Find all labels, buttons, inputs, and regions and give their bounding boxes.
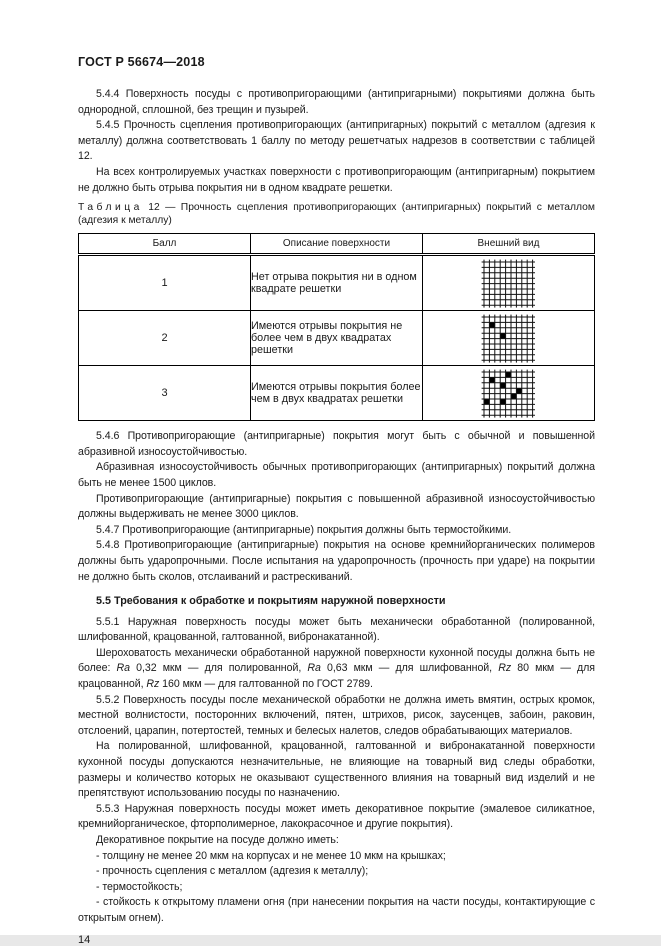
paragraph-5-4-5-note: На всех контролируемых участках поверхности с противопригорающим (антипригарным) покрытием не должно быть отрыва покрытия ни в одном квадрате решетки. (78, 165, 595, 194)
table-row (79, 311, 595, 366)
paragraph-5-5-2: 5.5.2 Поверхность посуды после механической обработки не должна иметь вмятин, острых кромок, местной волнистости, посторонних включений, пятен, штрихов, рисок, заусенцев, забоин, раковин, отслоений, царапин, потертостей, темных и белесых налетов, следов обрабатывающих материалов. (78, 693, 595, 737)
description-cell: Нет отрыва покрытия ни в одном квадрате решетки (251, 255, 423, 311)
score-cell: 2 (79, 311, 251, 366)
section-5-5-heading: 5.5 Требования к обработке и покрытиям наружной поверхности (96, 595, 446, 608)
table-12 (78, 233, 595, 421)
table-row (79, 366, 595, 421)
appearance-cell (423, 255, 595, 311)
paragraph-5-4-6: 5.4.6 Противопригорающие (антипригарные) покрытия могут быть с обычной и повышенной абразивной износоустойчивостью. (78, 430, 595, 458)
section-5-5-body (78, 615, 595, 927)
page-number: 14 (78, 933, 91, 946)
column-header-description: Описание поверхности (251, 234, 423, 255)
column-header-appearance: Внешний вид (423, 234, 595, 255)
appearance-cell (423, 366, 595, 421)
table-caption-text: — Прочность сцепления противопригорающих (антипригарных) покрытий с металлом (адгезия к металлу) (78, 202, 595, 227)
paragraph-abrasive-1500: Абразивная износоустойчивость обычных противопригорающих (антипригарных) покрытий должна быть не менее 1500 циклов. (78, 461, 595, 489)
list-item-thickness: - толщину не менее 20 мкм на корпусах и не менее 10 мкм на крышках; (96, 849, 446, 862)
paragraph-5-4-4: 5.4.4 Поверхность посуды с противопригорающими (антипригарными) покрытиями должна быть однородной, сплошной, без трещин и пузырей. (78, 88, 595, 116)
paragraph-abrasive-3000: Противопригорающие (антипригарные) покрытия с повышенной абразивной износоустойчивостью должны выдерживать не менее 3000 циклов. (78, 492, 595, 521)
column-header-score: Балл (79, 234, 251, 255)
paragraph-roughness: Шероховатость механически обработанной наружной поверхности кухонной посуды должна быть не более: Ra 0,32 мкм — для полированной, Ra 0,63 мкм — для шлифованной, Rz 80 мкм — для крацованной, Rz 160 мкм — для галтованной по ГОСТ 2789. (78, 646, 595, 691)
lattice-grid-image (423, 369, 594, 418)
paragraph-5-4-8: 5.4.8 Противопригорающие (антипригарные) покрытия на основе кремнийорганических полимеров должны быть ударопрочными. После испытания на ударопрочность (прочность при ударе) на покрытии не должно быть сколов, отслаиваний и растрескиваний. (78, 539, 595, 583)
appearance-cell (423, 311, 595, 366)
lattice-grid-image (423, 259, 594, 308)
description-cell: Имеются отрывы покрытия более чем в двух квадратах решетки (251, 366, 423, 421)
paragraph-decorative-intro: Декоративное покрытие на посуде должно иметь: (96, 834, 339, 846)
paragraph-5-5-1: 5.5.1 Наружная поверхность посуды может быть механически обработанной (полированной, шлифованной, крацованной, галтованной, вибронакатанной). (78, 615, 595, 644)
section-5-4-continuation (78, 429, 595, 585)
table-header-row (79, 234, 595, 255)
table-caption (78, 201, 595, 227)
paragraph-5-4-5: 5.4.5 Прочность сцепления противопригорающих (антипригарных) покрытий с металлом (адгезия к металлу) должна соответствовать 1 баллу по методу решетчатых надрезов в соответствии с таблицей 12. (78, 119, 595, 163)
description-cell: Имеются отрывы покрытия не более чем в двух квадратах решетки (251, 311, 423, 366)
page-content (78, 87, 595, 946)
table-caption-number: 12 (148, 202, 160, 214)
list-item-adhesion: - прочность сцепления с металлом (адгезия к металлу); (96, 865, 369, 878)
paragraph-5-5-3: 5.5.3 Наружная поверхность посуды может иметь декоративное покрытие (эмалевое силикатное, кремнийорганическое, фторполимерное, лакокрасочное и другие покрытия). (78, 802, 595, 831)
table-row (79, 255, 595, 311)
table-caption-word: Таблица (78, 202, 143, 214)
lattice-grid-image (423, 314, 594, 363)
score-cell: 1 (79, 255, 251, 311)
score-cell: 3 (79, 366, 251, 421)
list-item-heat-resistance: - термостойкость; (96, 880, 183, 893)
list-item-flame-resistance: - стойкость к открытому пламени огня (при нанесении покрытия на части посуды, контактирующие с открытым огнем). (78, 896, 595, 924)
paragraph-5-4-7: 5.4.7 Противопригорающие (антипригарные) покрытия должны быть термостойкими. (96, 523, 512, 536)
document-title: ГОСТ Р 56674—2018 (78, 55, 205, 69)
paragraph-surface-traces: На полированной, шлифованной, крацованной, галтованной и вибронакатанной поверхности кухонной посуды допускаются незначительные, не влияющие на товарный вид следы обработки, размеры и количество которых не оказывают существенного влияния на товарный вид изделий и не препятствуют использованию посуды по назначению. (78, 740, 595, 800)
